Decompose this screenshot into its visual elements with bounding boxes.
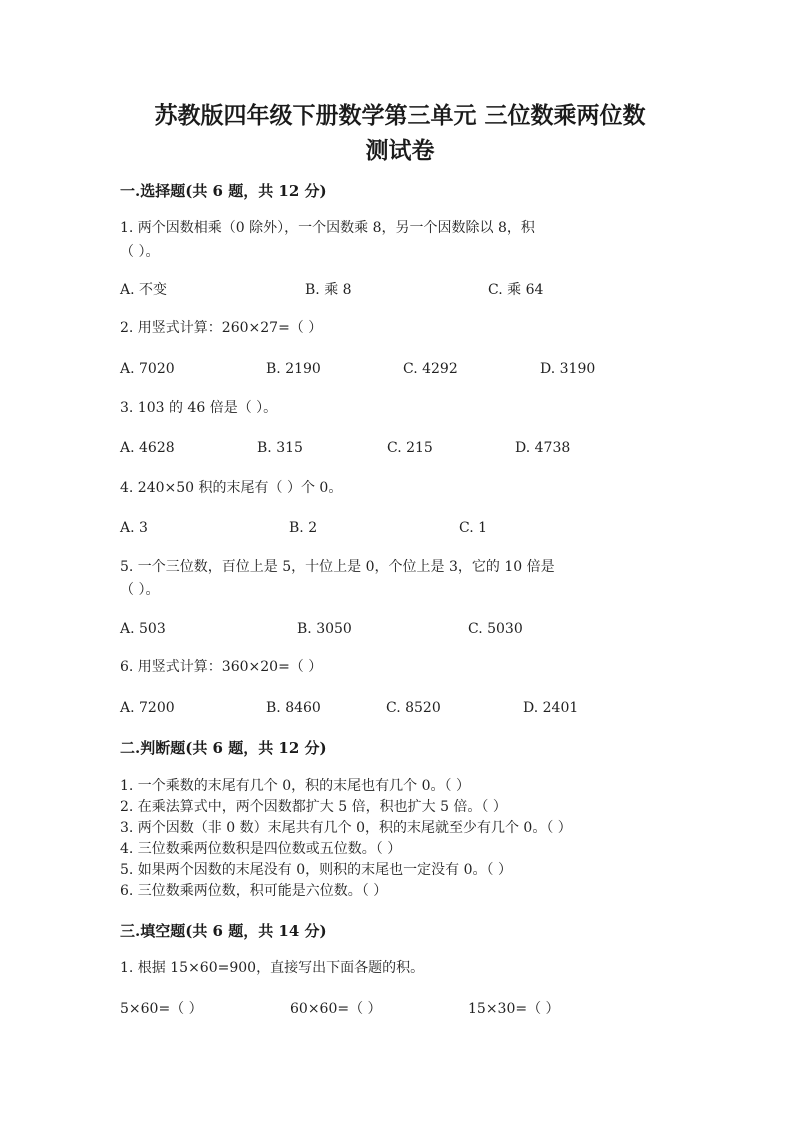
fill-blank[interactable]: 5×60=（ ） — [120, 1001, 203, 1017]
option-d[interactable]: D. 2401 — [523, 700, 579, 716]
question-text: 1. 两个因数相乘（0 除外），一个因数乘 8，另一个因数除以 8，积 — [120, 220, 535, 236]
page-title-continued: 测试卷 — [365, 137, 435, 164]
option-a[interactable]: A. 3 — [120, 520, 148, 536]
section-heading-choice: 一.选择题(共 6 题，共 12 分) — [120, 182, 327, 200]
true-false-item: 4. 三位数乘两位数积是四位数或五位数。（ ） — [120, 841, 402, 857]
option-a[interactable]: A. 503 — [120, 621, 166, 637]
true-false-item: 5. 如果两个因数的末尾没有 0，则积的末尾也一定没有 0。（ ） — [120, 862, 512, 878]
option-b[interactable]: B. 2 — [289, 520, 318, 536]
question-text: 6. 用竖式计算：360×20=（ ） — [120, 659, 323, 675]
option-a[interactable]: A. 4628 — [120, 440, 175, 456]
true-false-item: 3. 两个因数（非 0 数）末尾共有几个 0，积的末尾就至少有几个 0。（ ） — [120, 820, 572, 836]
option-b[interactable]: B. 315 — [257, 440, 303, 456]
option-b[interactable]: B. 2190 — [266, 361, 321, 377]
option-c[interactable]: C. 1 — [459, 520, 488, 536]
option-c[interactable]: C. 乘 64 — [488, 282, 544, 298]
fill-blank[interactable]: 60×60=（ ） — [290, 1001, 382, 1017]
section-heading-fill-in: 三.填空题(共 6 题，共 14 分) — [120, 922, 327, 940]
option-d[interactable]: D. 4738 — [515, 440, 571, 456]
true-false-item: 2. 在乘法算式中，两个因数都扩大 5 倍，积也扩大 5 倍。（ ） — [120, 799, 507, 815]
option-d[interactable]: D. 3190 — [540, 361, 596, 377]
question-text: 2. 用竖式计算：260×27=（ ） — [120, 320, 323, 336]
true-false-item: 1. 一个乘数的末尾有几个 0，积的末尾也有几个 0。（ ） — [120, 778, 470, 794]
question-text: 5. 一个三位数，百位上是 5，十位上是 0，个位上是 3，它的 10 倍是 — [120, 559, 555, 575]
page-title: 苏教版四年级下册数学第三单元 三位数乘两位数 — [154, 102, 646, 129]
option-c[interactable]: C. 8520 — [386, 700, 441, 716]
question-text-continued: （ ）。 — [120, 244, 160, 260]
option-a[interactable]: A. 不变 — [120, 282, 168, 298]
question-text-continued: （ ）。 — [120, 582, 160, 598]
option-c[interactable]: C. 5030 — [468, 621, 523, 637]
option-b[interactable]: B. 乘 8 — [305, 282, 352, 298]
question-text: 3. 103 的 46 倍是（ ）。 — [120, 400, 278, 416]
option-a[interactable]: A. 7200 — [120, 700, 175, 716]
option-b[interactable]: B. 8460 — [266, 700, 321, 716]
question-text: 4. 240×50 积的末尾有（ ）个 0。 — [120, 480, 343, 496]
option-b[interactable]: B. 3050 — [297, 621, 352, 637]
fill-blank[interactable]: 15×30=（ ） — [468, 1001, 560, 1017]
option-c[interactable]: C. 215 — [387, 440, 433, 456]
section-heading-true-false: 二.判断题(共 6 题，共 12 分) — [120, 739, 327, 757]
question-text: 1. 根据 15×60=900，直接写出下面各题的积。 — [120, 960, 425, 976]
option-a[interactable]: A. 7020 — [120, 361, 175, 377]
option-c[interactable]: C. 4292 — [403, 361, 458, 377]
true-false-item: 6. 三位数乘两位数，积可能是六位数。（ ） — [120, 883, 388, 899]
